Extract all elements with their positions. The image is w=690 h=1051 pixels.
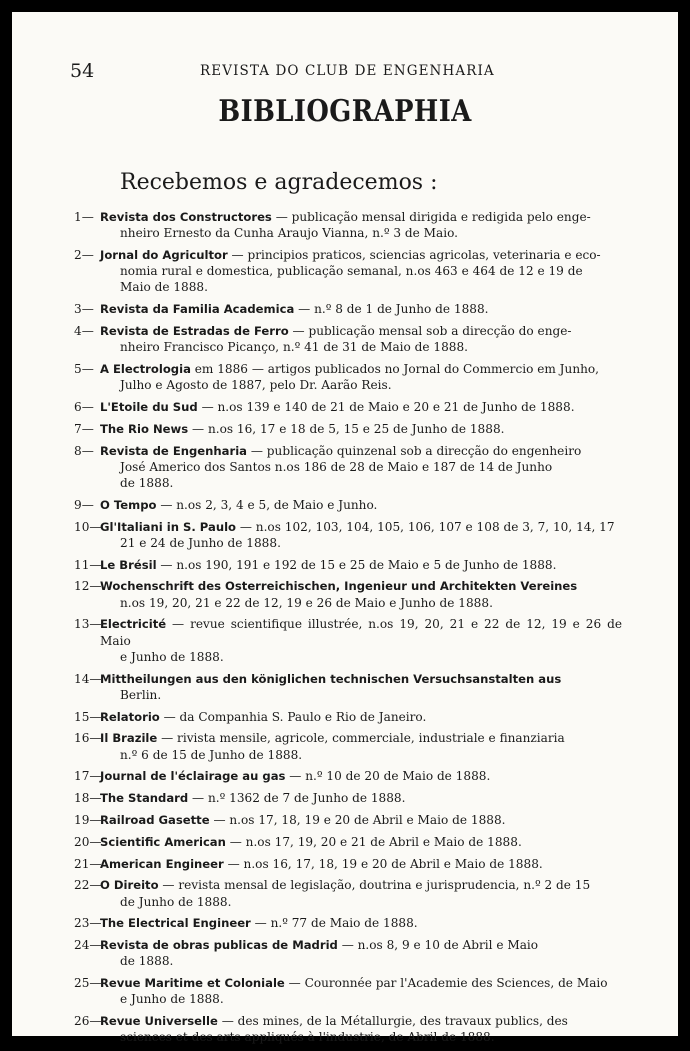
entry-continuation: nheiro Francisco Picanço, n.º 41 de 31 de Maio de 1888. — [120, 340, 469, 355]
entry-description: — principios praticos, sciencias agricolas, veterinaria e eco- — [227, 248, 601, 262]
bibliography-entry — [74, 497, 622, 513]
entry-continuation: n.º 6 de 15 de Junho de 1888. — [120, 747, 303, 762]
bibliography-entry — [74, 421, 622, 437]
entry-number: 25— — [74, 976, 102, 991]
bibliography-entry — [74, 301, 622, 317]
entry-title: American Engineer — [100, 856, 224, 871]
entry-description: — n.os 16, 17 e 18 de 5, 15 e 25 de Junho de 1888. — [188, 421, 505, 436]
entry-continuation: nomia rural e domestica, publicação semanal, n.os 463 e 464 de 12 e 19 de — [120, 264, 583, 279]
entry-number: 9— — [74, 497, 94, 512]
bibliography-entry — [74, 443, 622, 492]
entry-number: 22— — [74, 878, 102, 893]
entry-title: O Direito — [100, 878, 159, 893]
bibliography-entry — [74, 790, 622, 806]
entry-number: 5— — [74, 362, 94, 376]
entry-description: — des mines, de la Métallurgie, des travaux publics, des — [217, 1014, 568, 1029]
entry-continuation: e Junho de 1888. — [120, 649, 224, 664]
entry-description: — n.os 102, 103, 104, 105, 106, 107 e 108 de 3, 7, 10, 14, 17 — [236, 519, 615, 534]
entry-description: — publicação mensal sob a direcção do enge- — [288, 324, 572, 338]
entry-number: 18— — [74, 791, 102, 806]
entry-title: Journal de l'éclairage au gas — [100, 769, 286, 784]
bibliography-entry — [74, 519, 622, 551]
entry-description: — publicação quinzenal sob a direcção do engenheiro — [247, 443, 582, 458]
entry-number: 6— — [74, 400, 94, 414]
entry-continuation: José Americo dos Santos n.os 186 de 28 de Maio e 187 de 14 de Junho — [120, 459, 553, 474]
entry-number: 19— — [74, 812, 102, 827]
bibliography-entry — [74, 812, 622, 828]
entry-number: 10— — [74, 519, 102, 534]
bibliography-entry — [74, 247, 622, 296]
entry-title: Revista dos Constructores — [100, 210, 272, 224]
entry-description: — n.º 8 de 1 de Junho de 1888. — [294, 302, 489, 317]
entry-number: 21— — [74, 856, 102, 871]
entry-description: — revue scientifique illustrée, n.os 19, 20, 21 e 22 de 12, 19 e 26 de Maio — [100, 617, 622, 648]
entry-continuation: 21 e 24 de Junho de 1888. — [120, 535, 281, 550]
subtitle: Recebemos e agradecemos : — [120, 170, 438, 195]
page-number: 54 — [70, 60, 95, 82]
entry-description: — n.os 17, 19, 20 e 21 de Abril e Maio de 1888. — [225, 834, 522, 849]
entry-title: The Rio News — [100, 421, 189, 436]
entry-number: 15— — [74, 709, 102, 724]
entry-title: Relatorio — [100, 709, 160, 724]
entry-description: — rivista mensile, agricole, commerciale, industriale e finanziaria — [157, 731, 565, 746]
bibliography-entry — [74, 730, 622, 762]
entry-number: 8— — [74, 443, 94, 458]
bibliography-entry — [74, 578, 622, 610]
bibliography-entry — [74, 768, 622, 784]
entry-title: The Standard — [100, 791, 189, 806]
entry-description: — da Companhia S. Paulo e Rio de Janeiro. — [159, 709, 427, 724]
entry-continuation: e Junho de 1888. — [120, 992, 224, 1007]
bibliography-entry — [74, 361, 622, 393]
entry-description: — publicação mensal dirigida e redigida pelo enge- — [271, 210, 591, 224]
entry-title: Scientific American — [100, 834, 226, 849]
entry-description: — n.os 16, 17, 18, 19 e 20 de Abril e Maio de 1888. — [223, 856, 543, 871]
journal-title: REVISTA DO CLUB DE ENGENHARIA — [200, 63, 495, 79]
bibliography-entry — [74, 937, 622, 969]
entry-title: Gl'Italiani in S. Paulo — [100, 519, 237, 534]
entry-number: 26— — [74, 1014, 102, 1029]
entry-continuation: n.os 19, 20, 21 e 22 de 12, 19 e 26 de Maio e Junho de 1888. — [120, 595, 493, 610]
entry-description: — Couronnée par l'Academie des Sciences, de Maio — [284, 976, 608, 991]
entry-title: A Electrologia — [100, 362, 191, 376]
entry-number: 7— — [74, 421, 94, 436]
entry-continuation: de 1888. — [120, 476, 174, 490]
entry-title: O Tempo — [100, 497, 157, 512]
document-page — [12, 12, 678, 1045]
entry-number: 23— — [74, 916, 102, 931]
entry-description: — n.os 2, 3, 4 e 5, de Maio e Junho. — [156, 497, 378, 512]
entry-number: 2— — [74, 248, 94, 262]
entry-description: — n.os 8, 9 e 10 de Abril e Maio — [337, 938, 539, 953]
entry-title: Wochenschrift des Osterreichischen, Ingenieur und Architekten Vereines — [100, 579, 578, 594]
entry-number: 12— — [74, 579, 102, 594]
entry-description: — n.º 1362 de 7 de Junho de 1888. — [188, 791, 406, 806]
entry-title: Revista da Familia Academica — [100, 302, 295, 317]
entry-number: 11— — [74, 557, 102, 572]
entry-description: — n.os 17, 18, 19 e 20 de Abril e Maio de 1888. — [209, 812, 506, 827]
entry-number: 13— — [74, 617, 102, 632]
bibliography-entry — [74, 975, 622, 1007]
bibliography-entry — [74, 915, 622, 931]
bibliography-entry — [74, 323, 622, 355]
entry-continuation: Maio de 1888. — [120, 280, 208, 295]
entry-title: Revue Universelle — [100, 1014, 218, 1029]
entry-title: Revista de obras publicas de Madrid — [100, 938, 338, 953]
entry-number: 3— — [74, 302, 94, 317]
entry-number: 4— — [74, 324, 94, 338]
entry-description: — revista mensal de legislação, doutrina e jurisprudencia, n.º 2 de 15 — [158, 878, 591, 893]
entry-continuation: de Junho de 1888. — [120, 894, 232, 909]
bibliography-list — [74, 209, 622, 1051]
entry-title: Electricité — [100, 617, 167, 632]
bibliography-entry — [74, 671, 622, 703]
entry-continuation: Julho e Agosto de 1887, pelo Dr. Aarão Reis. — [120, 378, 392, 393]
entry-description: — n.º 77 de Maio de 1888. — [250, 916, 418, 931]
entry-continuation: nheiro Ernesto da Cunha Araujo Vianna, n.º 3 de Maio. — [120, 226, 459, 241]
entry-continuation: de 1888. — [120, 954, 174, 969]
entry-title: Revue Maritime et Coloniale — [100, 976, 285, 991]
page-header — [12, 60, 678, 90]
entry-title: The Electrical Engineer — [100, 916, 251, 931]
bibliography-entry — [74, 557, 622, 573]
entry-title: Revista de Estradas de Ferro — [100, 324, 289, 338]
entry-number: 24— — [74, 938, 102, 953]
entry-number: 16— — [74, 731, 102, 746]
bibliography-entry — [74, 209, 622, 241]
entry-title: L'Etoile du Sud — [100, 400, 198, 414]
entry-number: 14— — [74, 671, 102, 686]
bibliography-entry — [74, 709, 622, 725]
section-title: BIBLIOGRAPHIA — [218, 94, 472, 129]
entry-title: Jornal do Agricultor — [100, 248, 228, 262]
entry-description: — n.os 139 e 140 de 21 de Maio e 20 e 21 de Junho de 1888. — [197, 400, 575, 414]
entry-title: Le Brésil — [100, 557, 157, 572]
entry-description: em 1886 — artigos publicados no Jornal do Commercio em Junho, — [190, 362, 600, 376]
entry-title: Mittheilungen aus den königlichen technischen Versuchsanstalten aus — [100, 671, 562, 686]
entry-continuation: sciences et des arts appliqués à l'industrie, de Abril de 1888. — [120, 1030, 495, 1045]
entry-title: Revista de Engenharia — [100, 443, 248, 458]
entry-title: Il Brazile — [100, 731, 158, 746]
entry-description: — n.os 190, 191 e 192 de 15 e 25 de Maio e 5 de Junho de 1888. — [156, 557, 557, 572]
bibliography-entry — [74, 834, 622, 850]
entry-title: Railroad Gasette — [100, 812, 210, 827]
entry-number: 17— — [74, 769, 102, 784]
bibliography-entry — [74, 399, 622, 415]
bibliography-entry — [74, 616, 622, 665]
entry-continuation: Berlin. — [120, 687, 162, 702]
bibliography-entry — [74, 877, 622, 909]
entry-number: 20— — [74, 834, 102, 849]
entry-description: — n.º 10 de 20 de Maio de 1888. — [285, 769, 491, 784]
bibliography-entry — [74, 1013, 622, 1045]
entry-number: 1— — [74, 210, 94, 224]
bibliography-entry — [74, 856, 622, 872]
